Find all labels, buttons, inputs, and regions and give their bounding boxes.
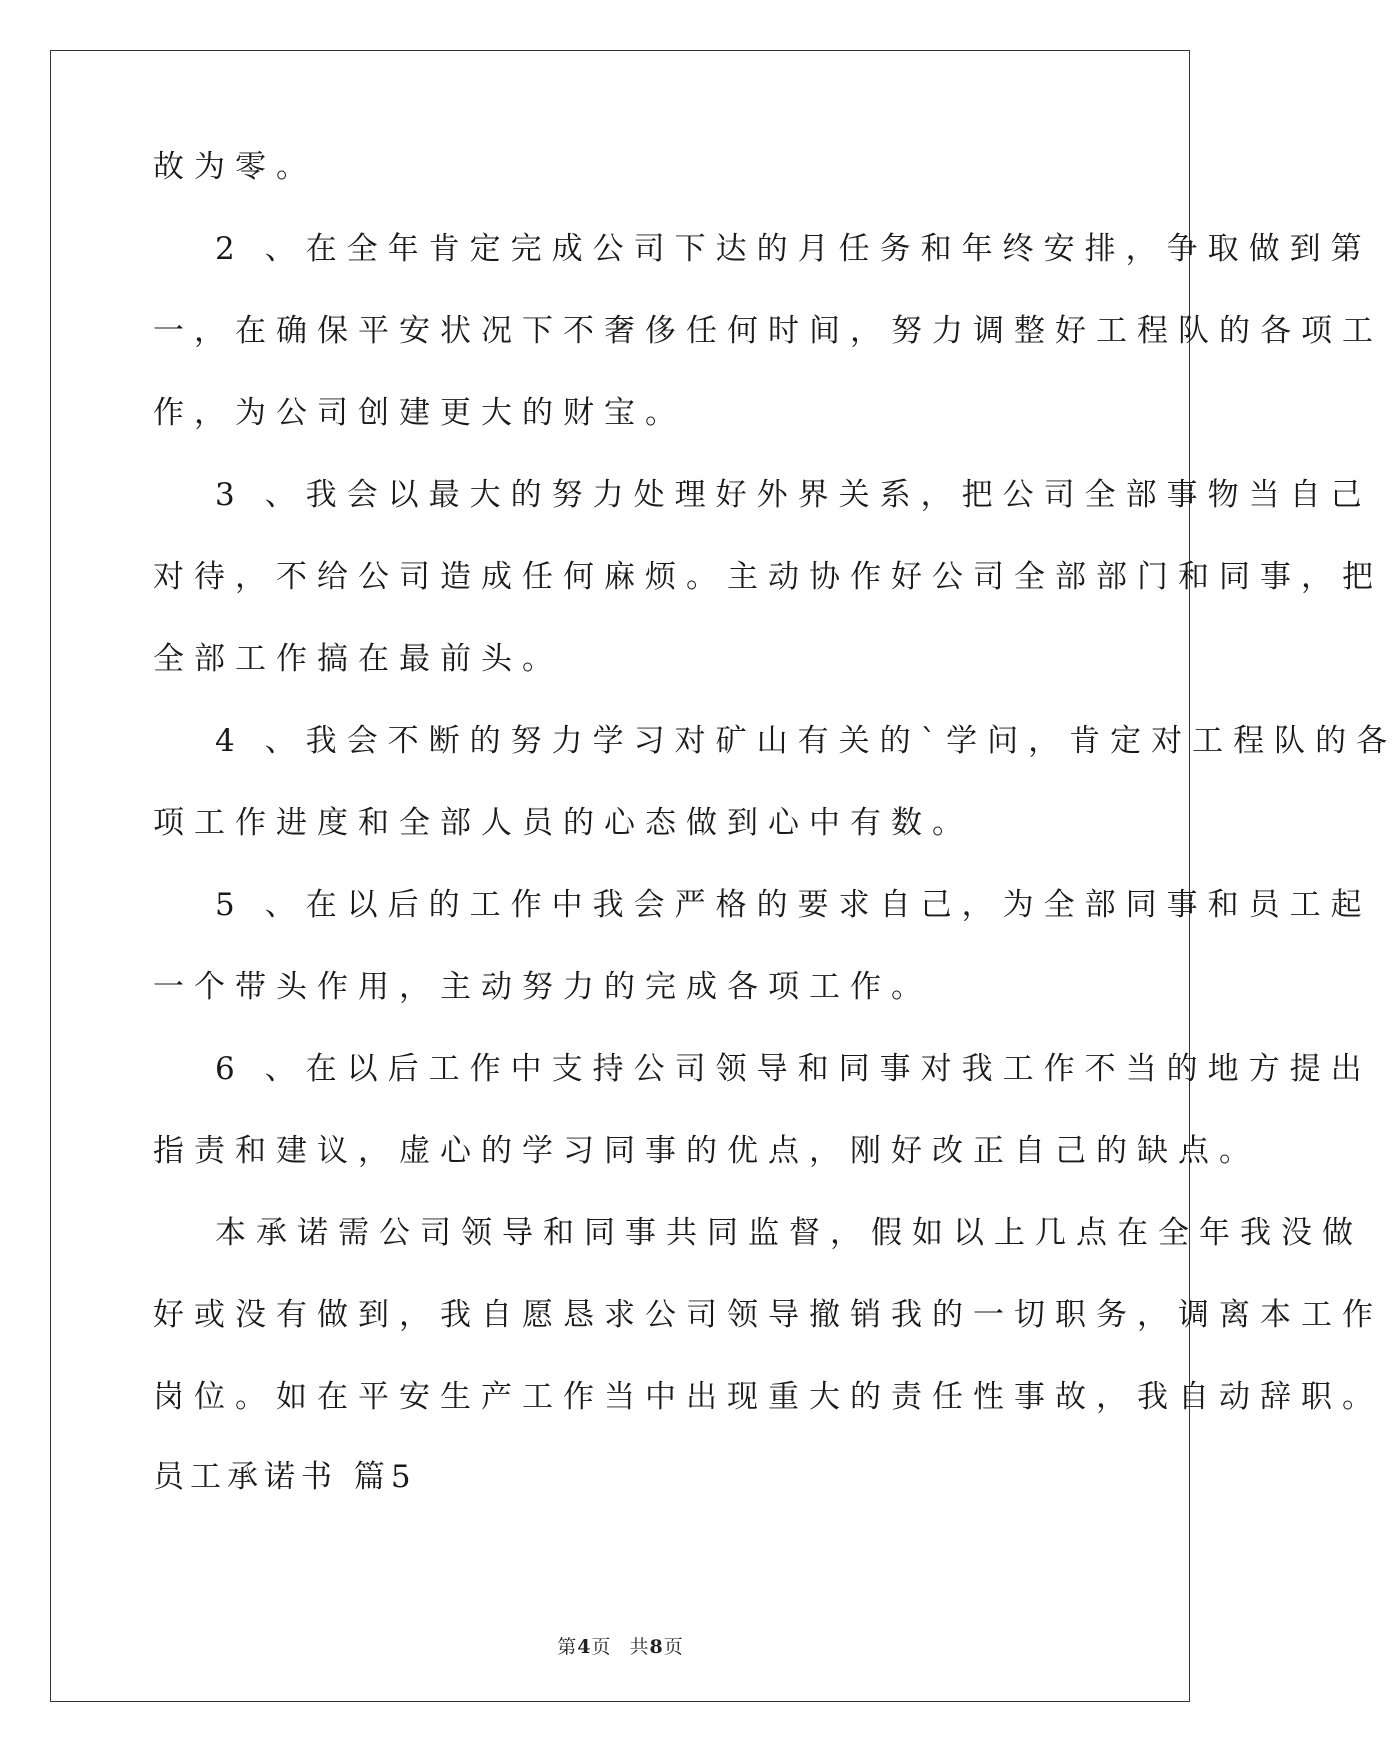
body-line: 2 、在全年肯定完成公司下达的月任务和年终安排，争取做到第 [215,231,1372,267]
body-line: 作，为公司创建更大的财宝。 [153,395,686,431]
body-line: 6 、在以后工作中支持公司领导和同事对我工作不当的地方提出 [215,1051,1372,1087]
body-line: 好或没有做到，我自愿恳求公司领导撤销我的一切职务，调离本工作 [153,1297,1383,1333]
page-footer [0,1632,1241,1659]
page-prefix: 第 [557,1636,578,1658]
body-line: 一，在确保平安状况下不奢侈任何时间，努力调整好工程队的各项工 [153,313,1383,349]
body-line: 3 、我会以最大的努力处理好外界关系，把公司全部事物当自己 [215,477,1372,513]
total-suffix: 页 [663,1636,684,1658]
section-heading: 员工承诺书 篇5 [153,1459,417,1495]
body-line: 项工作进度和全部人员的心态做到心中有数。 [153,805,973,841]
body-line: 故为零。 [153,149,317,185]
body-line: 指责和建议，虚心的学习同事的优点，刚好改正自己的缺点。 [153,1133,1260,1169]
page-suffix: 页 [591,1636,612,1658]
total-page-number: 8 [649,1636,664,1658]
total-prefix: 共 [629,1636,650,1658]
body-line: 岗位。如在平安生产工作当中出现重大的责任性事故，我自动辞职。 [153,1379,1383,1415]
body-line: 对待，不给公司造成任何麻烦。主动协作好公司全部部门和同事，把 [153,559,1383,595]
body-line: 4 、我会不断的努力学习对矿山有关的`学问，肯定对工程队的各 [215,723,1397,759]
body-line: 一个带头作用，主动努力的完成各项工作。 [153,969,932,1005]
body-line: 全部工作搞在最前头。 [153,641,563,677]
document-body [153,145,1397,1499]
current-page-number: 4 [577,1636,592,1658]
body-line: 本承诺需公司领导和同事共同监督，假如以上几点在全年我没做 [215,1215,1363,1251]
body-line: 5 、在以后的工作中我会严格的要求自己，为全部同事和员工起 [215,887,1372,923]
